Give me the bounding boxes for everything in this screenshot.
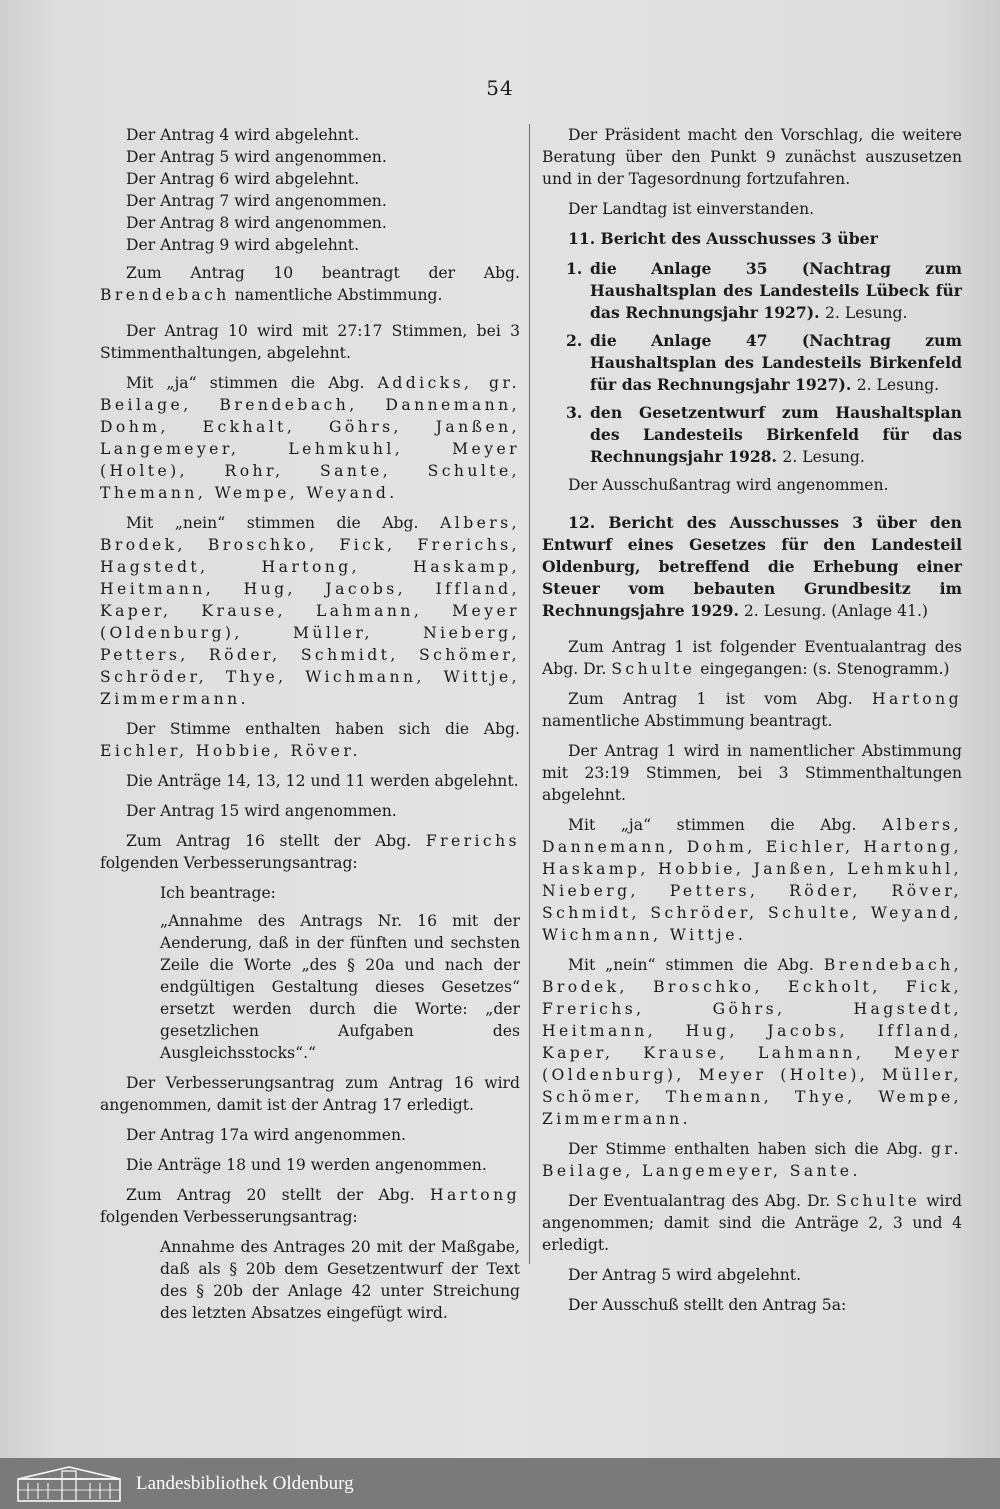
member-names: Albers, Dannemann, Dohm, Eichler, Hartong, Haskamp, Hobbie, Janßen, Lehmkuhl, Nieberg, Petters, Röder, Röver, Schmidt, Schröder, Schulte, Weyand, Wichmann, Wittje.	[542, 816, 962, 944]
paragraph-antrag5a: Der Ausschuß stellt den Antrag 5a:	[568, 1296, 847, 1314]
text: folgenden Verbesserungsantrag:	[100, 854, 358, 872]
item-number: 1.	[566, 259, 583, 278]
member-name: Frerichs	[425, 832, 520, 850]
text: Mit „ja“ stimmen die Abg.	[126, 374, 365, 392]
paragraph-antrag20	[100, 1184, 520, 1228]
text: namentliche Abstimmung beantragt.	[542, 712, 833, 730]
text: Der Eventualantrag des Abg. Dr.	[568, 1192, 831, 1210]
text: Zum Antrag 20 stellt der Abg.	[126, 1186, 415, 1204]
text: Mit „nein“ stimmen die Abg.	[126, 514, 419, 532]
paragraph-verbesserung: Der Verbesserungsantrag zum Antrag 16 wird angenommen, damit ist der Antrag 17 erledigt.	[100, 1074, 520, 1114]
member-name: Hartong	[429, 1186, 520, 1204]
member-name: Hartong	[871, 690, 962, 708]
right-column	[542, 124, 962, 1324]
member-names: Eichler, Hobbie, Röver.	[100, 742, 361, 760]
item-reading: 2. Lesung.	[825, 304, 908, 322]
library-name: Landesbibliothek Oldenburg	[136, 1472, 354, 1494]
vote-result-line: Der Antrag 9 wird abgelehnt.	[126, 236, 360, 254]
vote-result-line: Der Antrag 7 wird angenommen.	[126, 192, 387, 210]
vote-result-line: Der Antrag 8 wird angenommen.	[126, 214, 387, 232]
paragraph-antrag10-result: Der Antrag 10 wird mit 27:17 Stimmen, bei 3 Stimmenthaltungen, abgelehnt.	[100, 322, 520, 362]
member-name: Schulte	[836, 1192, 921, 1210]
paragraph-antrag1-result: Der Antrag 1 wird in namentlicher Abstimmung mit 23:19 Stimmen, bei 3 Stimmenthaltungen abgelehnt.	[542, 742, 962, 804]
text: Zum Antrag 10 beantragt der Abg.	[126, 264, 520, 282]
member-name: Brendebach	[100, 286, 230, 304]
quote-intro: Ich beantrage:	[160, 884, 276, 902]
item-text: die Anlage 47 (Nachtrag zum Haushaltsplan des Landesteils Birkenfeld für das Rechnungsjahr 1927).	[590, 331, 962, 394]
paragraph-nein-votes	[100, 512, 520, 710]
item-text: die Anlage 35 (Nachtrag zum Haushaltsplan des Landesteils Lübeck für das Rechnungsjahr 1927).	[590, 259, 962, 322]
left-column	[100, 124, 520, 1332]
paragraph-antraege14: Die Anträge 14, 13, 12 und 11 werden abgelehnt.	[126, 772, 519, 790]
text: Zum Antrag 16 stellt der Abg.	[126, 832, 412, 850]
text: Zum Antrag 1 ist folgender Eventualantrag des Abg. Dr.	[542, 638, 962, 678]
paragraph-antrag10-request	[100, 262, 520, 306]
text: Der Stimme enthalten haben sich die Abg.	[126, 720, 520, 738]
paragraph-abstentions	[100, 718, 520, 762]
column-divider	[529, 124, 530, 1264]
agenda-item	[566, 258, 962, 324]
agenda-item	[566, 402, 962, 468]
vote-result-line: Der Antrag 5 wird angenommen.	[126, 148, 387, 166]
member-names: Brendebach, Brodek, Broschko, Eckholt, Fick, Frerichs, Göhrs, Hagstedt, Heitmann, Hug, Jacobs, Iffland, Kaper, Krause, Lahmann, Meyer (Oldenburg), Meyer (Holte), Müller, Schömer, Themann, Thye, Wempe, Zimmermann.	[542, 956, 962, 1128]
agenda-item	[566, 330, 962, 396]
paragraph-antrag5: Der Antrag 5 wird abgelehnt.	[568, 1266, 802, 1284]
paragraph-landtag: Der Landtag ist einverstanden.	[568, 200, 815, 218]
member-name: Schulte	[611, 660, 696, 678]
text: folgenden Verbesserungsantrag:	[100, 1208, 358, 1226]
text: namentliche Abstimmung.	[234, 286, 443, 304]
paragraph-antraege18: Die Anträge 18 und 19 werden angenommen.	[126, 1156, 487, 1174]
section-heading-12	[542, 512, 962, 622]
paragraph-antrag17a: Der Antrag 17a wird angenommen.	[126, 1126, 407, 1144]
text: Zum Antrag 1 ist vom Abg.	[568, 690, 853, 708]
paragraph-antrag15: Der Antrag 15 wird angenommen.	[126, 802, 397, 820]
section-heading-11: 11. Bericht des Ausschusses 3 über	[568, 229, 878, 248]
item-reading: 2. Lesung.	[782, 448, 865, 466]
paragraph-ausschussantrag: Der Ausschußantrag wird angenommen.	[568, 476, 889, 494]
library-building-icon	[16, 1465, 122, 1503]
paragraph-eventual-result	[542, 1190, 962, 1256]
member-names: Albers, Brodek, Broschko, Fick, Frerichs, Hagstedt, Hartong, Haskamp, Heitmann, Hug, Jacobs, Iffland, Kaper, Krause, Lahmann, Meyer (Oldenburg), Müller, Nieberg, Petters, Röder, Schmidt, Schömer, Schröder, Thye, Wichmann, Wittje, Zimmermann.	[100, 514, 520, 708]
footer-bar	[0, 1458, 1000, 1509]
item-reading: 2. Lesung.	[856, 376, 940, 394]
paragraph-antrag16	[100, 830, 520, 874]
text: eingegangen: (s. Stenogramm.)	[700, 660, 950, 678]
paragraph-zum-antrag1	[542, 688, 962, 732]
text: wird angenommen; damit sind die Anträge 2, 3 und 4 erledigt.	[542, 1192, 962, 1254]
paragraph-nein-votes	[542, 954, 962, 1130]
member-names: gr. Beilage, Langemeyer, Sante.	[542, 1140, 962, 1180]
paragraph-ja-votes	[100, 372, 520, 504]
quoted-amendment-20	[160, 1236, 520, 1324]
item-text: den Gesetzentwurf zum Haushaltsplan des Landesteils Birkenfeld für das Rechnungsjahr 1928.	[590, 403, 962, 466]
heading-reading: 2. Lesung. (Anlage 41.)	[743, 602, 928, 620]
paragraph-ja-votes	[542, 814, 962, 946]
heading-text: 12. Bericht des Ausschusses 3 über den Entwurf eines Gesetzes für den Landesteil Oldenburg, betreffend die Erhebung einer Steuer vom bebauten Grundbesitz im Rechnungsjahre 1929.	[542, 513, 962, 620]
paragraph-abstentions	[542, 1138, 962, 1182]
item-number: 2.	[566, 331, 583, 350]
vote-result-line: Der Antrag 6 wird abgelehnt.	[126, 170, 360, 188]
item-number: 3.	[566, 403, 583, 422]
member-names: Addicks, gr. Beilage, Brendebach, Dannemann, Dohm, Eckhalt, Göhrs, Janßen, Langemeyer, Lehmkuhl, Meyer (Holte), Rohr, Sante, Schulte, Themann, Wempe, Weyand.	[100, 374, 520, 502]
paragraph-praesident: Der Präsident macht den Vorschlag, die weitere Beratung über den Punkt 9 zunächst auszusetzen und in der Tagesordnung fortzufahren.	[542, 126, 962, 188]
text: Mit „ja“ stimmen die Abg.	[568, 816, 857, 834]
text: Mit „nein“ stimmen die Abg.	[568, 956, 814, 974]
quote-text: „Annahme des Antrags Nr. 16 mit der Aenderung, daß in der fünften und sechsten Zeile die Worte „des § 20a und nach der endgültigen Gestaltung dieses Gesetzes“ ersetzt werden durch die Worte: „der gesetzlichen Aufgaben des Ausgleichsstocks“.“	[160, 912, 520, 1062]
text: Der Stimme enthalten haben sich die Abg.	[568, 1140, 923, 1158]
paragraph-eventualantrag	[542, 636, 962, 680]
vote-result-line: Der Antrag 4 wird abgelehnt.	[126, 126, 360, 144]
page-number: 54	[486, 76, 514, 100]
quoted-amendment-16	[160, 882, 520, 1064]
vote-result-list	[100, 124, 520, 256]
quote-text: Annahme des Antrages 20 mit der Maßgabe, daß als § 20b dem Gesetzentwurf der Text des § 20b der Anlage 42 unter Streichung des letzten Absatzes eingefügt wird.	[160, 1238, 520, 1322]
